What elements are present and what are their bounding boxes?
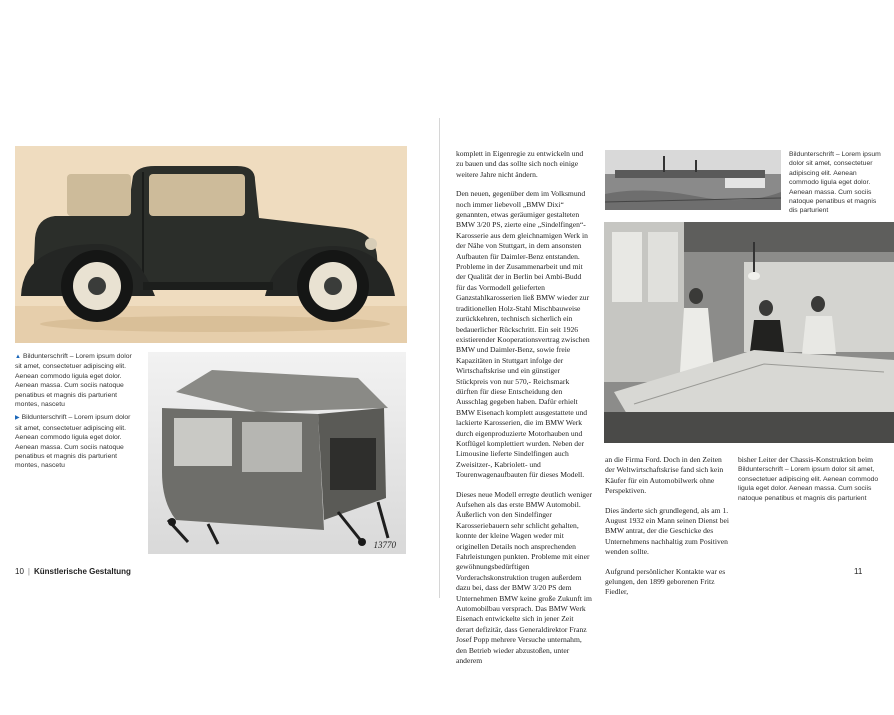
car-body-shell-photo bbox=[148, 352, 406, 554]
paragraph: komplett in Eigenregie zu entwickeln und zu bauen und das sollte sich noch einige weitere Jahre nicht ändern. bbox=[456, 149, 584, 179]
left-caption-block bbox=[15, 352, 139, 475]
spine-gutter bbox=[439, 118, 440, 598]
body-column-3 bbox=[738, 455, 886, 503]
body-column-2 bbox=[605, 455, 733, 607]
engineers-at-drawing-tables bbox=[604, 222, 894, 443]
top-right-caption: Bildunterschrift – Lorem ipsum dolor sit amet, consectetuer adipiscing elit. Aenean commodo ligula eget dolor. Aenean massa. Cum sociis natoque penatibus et magnis dis parturient bbox=[789, 151, 881, 215]
paragraph: bisher Leiter der Chassis-Konstruktion beim bbox=[738, 455, 873, 464]
caption-1: ▲ Bildunterschrift – Lorem ipsum dolor sit amet, consectetuer adipiscing elit. Aenean commodo ligula eget dolor. Aenean massa. Cum sociis natoque penatibus et magnis dis parturient montes, nascetu bbox=[15, 353, 132, 409]
caption-2: ▶ Bildunterschrift – Lorem ipsum dolor sit amet, consectetuer adipiscing elit. Aenean commodo ligula eget dolor. Aenean massa. Cum sociis natoque penatibus et magnis dis parturient montes, nascetu bbox=[15, 414, 131, 470]
paragraph: Aufgrund persönlicher Kontakte war es gelungen, den 1899 geborenen Fritz Fiedler, bbox=[605, 566, 726, 597]
folio-divider: | bbox=[27, 567, 30, 576]
photo-archive-number: 13770 bbox=[373, 540, 396, 550]
car-body-photo bbox=[148, 352, 406, 554]
factory-panorama-photo bbox=[605, 150, 781, 210]
arrow-right-icon: ▶ bbox=[15, 415, 20, 422]
paragraph: Den neuen, gegenüber dem im Volksmund noch immer liebevoll „BMW Dixi“ genannten, etwas geräumiger gestalteten BMW 3/20 PS, zierte eine „Sindelfingen“-Karosserie aus dem gleichnamigen Werk in der Nähe von Stuttgart, in dem ansonsten Aufbauten für Daimler-Benz entstanden. Probleme in der Zusammenarbeit und mit der Qualität der in Berlin bei Ambi-Budd für das Vormodell gelieferten Ganzstahlkarosserien ließ BMW wieder zur traditionellen Holz-Stahl Mischbauweise zurückkehren, technisch sicherlich ein bedauerlicher Rückschritt. Ein seit 1926 existierender Kooperationsvertrag zwischen BMW und Daimler-Benz, sowie freie Kapazitäten in Stuttgart infolge der Wirtschaftskrise und ein günstiger Stückpreis von nur 570,- Reichsmark dürften für diese Entscheidung den Ausschlag gegeben haben. Dafür erhielt BMW Eisenach komplett ausgestattete und lackierte Karosserien, die im BMW Werk durch eigenproduzierte Motorhauben und Kotflügel komplettiert wurden. Neben der Limousine lieferte Sindelfingen auch Zweisitzer-, Kabriolett- und Tourenwagenaufbauten für dieses Modell. bbox=[456, 189, 590, 480]
paragraph: Dies änderte sich grundlegend, als am 1. August 1932 ein Mann seinen Dienst bei BMW antrat, der die Geschicke des Unternehmens nachhaltig zum Positiven wenden sollte. bbox=[605, 505, 730, 557]
body-column-1 bbox=[456, 149, 592, 676]
section-title: Künstlerische Gestaltung bbox=[33, 567, 131, 576]
arrow-up-icon: ▲ bbox=[15, 354, 21, 360]
paragraph: an die Firma Ford. Doch in den Zeiten der Weltwirtschaftskrise fand sich kein Käufer für ein Automobilwerk ohne Perspektiven. bbox=[605, 455, 724, 496]
car-side-view-drawing bbox=[15, 146, 407, 343]
design-office-photo bbox=[604, 222, 894, 443]
left-page-number: 10 bbox=[15, 567, 24, 576]
car-illustration bbox=[15, 146, 407, 343]
column-3-caption: Bildunterschrift – Lorem ipsum dolor sit amet, consectetuer adipiscing elit. Aenean commodo ligula eget dolor. Aenean massa. Cum sociis natoque penatibus et magnis dis parturient bbox=[738, 466, 879, 502]
factory-landscape bbox=[605, 150, 781, 210]
left-folio bbox=[15, 567, 131, 576]
paragraph: Dieses neue Modell erregte deutlich weniger Aufsehen als das erste BMW Automobil. Äußerlich von den Sindelfinger Karosseriebauern sehr schlicht gehalten, konnte der kleine Wagen weder mit originellen Details noch ansprechenden Fahrleistungen punkten. Probleme mit einer gewöhnungsbedürftigen Vorderachskonstruktion trugen außerdem dazu bei, dass der BMW 3/20 PS dem Unternehmen BMW keine große Zukunft im Automobilbau versprach. Das BMW Werk Eisenach entwickelte sich in jener Zeit derart defizitär, dass Generaldirektor Franz Josef Popp mehrere Versuche unternahm, den Betrieb wieder abzustoßen, unter anderem bbox=[456, 489, 593, 666]
right-page-number: 11 bbox=[854, 567, 863, 576]
